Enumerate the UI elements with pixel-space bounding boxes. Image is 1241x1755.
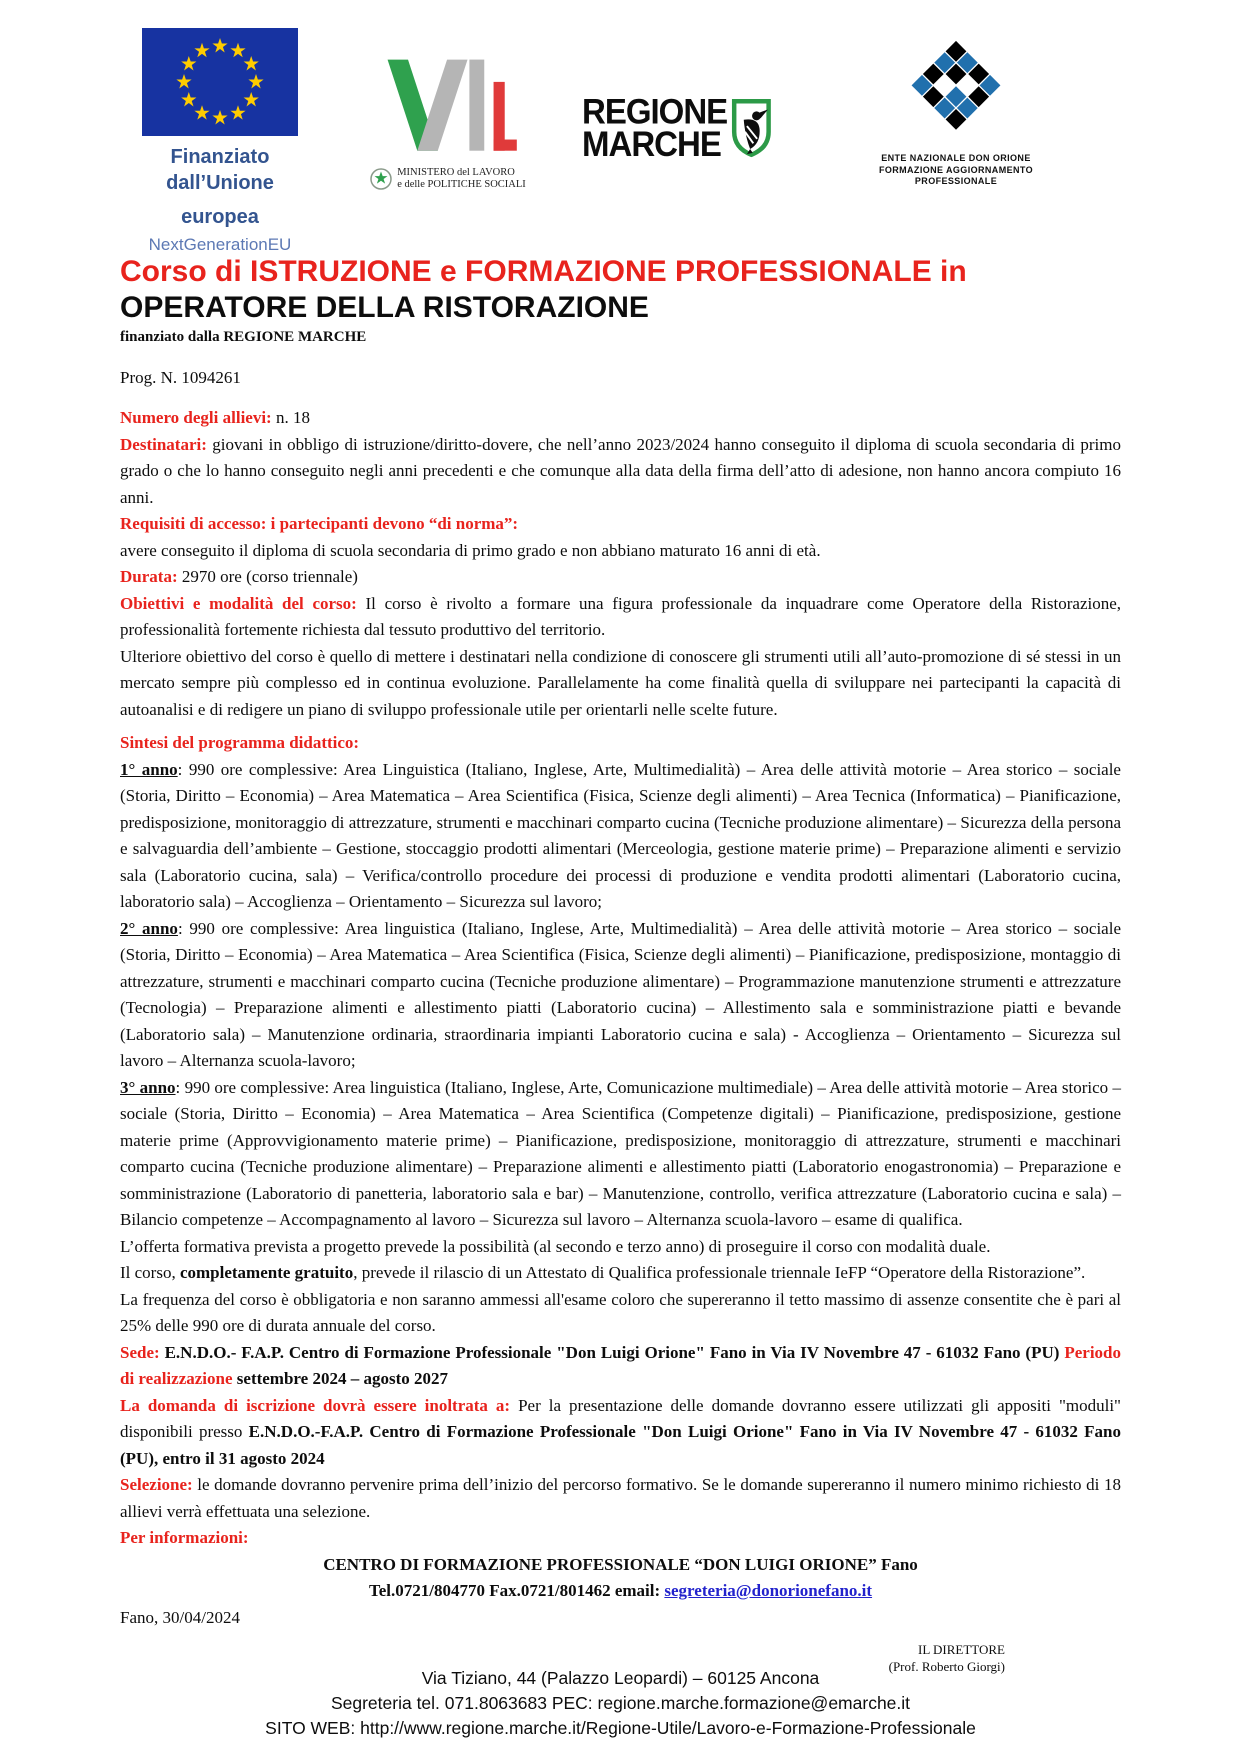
regione-marche-text-line2: MARCHE (582, 123, 721, 164)
text-run: avere conseguito il diploma di scuola secondaria di primo grado e non abbiano maturato 16 anni di età. (120, 540, 821, 560)
paragraph (120, 916, 1121, 1075)
text-run: Obiettivi e modalità del corso: (120, 593, 357, 613)
text-run: 2970 ore (corso triennale) (177, 567, 358, 586)
paragraph (120, 1525, 1121, 1552)
ministero-caption-line2: e delle POLITICHE SOCIALI (397, 179, 526, 190)
footer-website: SITO WEB: http://www.regione.marche.it/Regione-Utile/Lavoro-e-Formazione-Professionale (265, 1718, 976, 1738)
paragraph (120, 1552, 1121, 1579)
paragraph (120, 757, 1121, 916)
logo-header (120, 28, 1121, 254)
eu-caption-line1: Finanziato dall’Unione (166, 146, 274, 194)
text-run: giovani in obbligo di istruzione/diritto-dovere, che nell’anno 2023/2024 hanno conseguito il diploma di scuola secondaria di primo grado o che lo hanno conseguito negli anni precedenti e che comunque alla data della firma dell’atto di adesione, non hanno ancora compiuto 16 anni. (120, 434, 1121, 507)
eu-flag-icon (142, 28, 298, 136)
regione-marche-text-line1: REGIONE (582, 91, 728, 132)
text-run: Il corso è rivolto a formare una figura professionale da inquadrare come Operatore della Ristorazione, professionalità fortemente richiesta dal tessuto produttivo del territorio. (120, 593, 1122, 639)
text-run: La frequenza del corso è obbligatoria e non saranno ammessi all'esame coloro che supereranno il tetto massimo di assenze consentite che è pari al 25% delle 990 ore di durata annuale del corso. (120, 1289, 1121, 1335)
signature-name: (Prof. Roberto Giorgi) (888, 1659, 1005, 1674)
text-run: Sede: (120, 1342, 160, 1362)
paragraph (120, 1340, 1121, 1393)
paragraph (120, 644, 1121, 724)
email-link[interactable]: segreteria@donorionefano.it (664, 1581, 873, 1600)
course-title-line2: OPERATORE DELLA RISTORAZIONE (120, 291, 649, 324)
paragraph (120, 1605, 1121, 1632)
signature-role: IL DIRETTORE (917, 1642, 1005, 1657)
text-run: Durata: (120, 567, 178, 586)
text-run: La domanda di iscrizione dovrà essere inoltrata a: (120, 1395, 511, 1415)
paragraph (120, 432, 1121, 512)
text-run: , prevede il rilascio di un Attestato di Qualifica professionale triennale IeFP “Operatore della Ristorazione”. (353, 1263, 1086, 1282)
text-run: 3° anno (120, 1077, 176, 1097)
paragraph (120, 1260, 1121, 1287)
document-body (120, 405, 1121, 1631)
paragraph (120, 511, 1121, 538)
eu-caption-line3: NextGenerationEU (148, 235, 292, 254)
don-orione-caption-line1: ENTE NAZIONALE DON ORIONE (881, 153, 1031, 163)
ministero-caption-line1: MINISTERO del LAVORO (397, 167, 515, 178)
text-run: 2° anno (120, 918, 178, 938)
text-run: E.N.D.O.-F.A.P. Centro di Formazione Professionale "Don Luigi Orione" Fano in Via IV Novembre 47 - 61032 Fano (PU), entro il 31 agosto 2024 (120, 1422, 1121, 1468)
text-run: : 990 ore complessive: Area linguistica (Italiano, Inglese, Arte, Multimedialità) – Area delle attività motorie – Area storico – sociale (Storia, Diritto – Economia) – Area Matematica – Area Scientifica (Fisica, Scienze degli alimenti) – Pianificazione, predisposizione, montaggio di attrezzature, strumenti e macchinari comparto cucina (Tecniche produzione alimentare) – Programmazione manutenzione strumenti e attrezzature (Tecnologia) – Preparazione alimenti e allestimento piatti (Laboratorio cucina) – Allestimento sala e somministrazione piatti e bevande (Laboratorio sala) – Manutenzione ordinaria, straordinaria impianti Laboratorio cucina e sala) - Accoglienza – Orientamento – Sicurezza sul lavoro – Alternanza scuola-lavoro; (120, 918, 1121, 1070)
text-run: E.N.D.O.- F.A.P. Centro di Formazione Professionale "Don Luigi Orione" Fano in Via IV Novembre 47 - 61032 Fano (PU) (159, 1342, 1065, 1362)
paragraph (120, 1287, 1121, 1340)
text-run: Selezione: (120, 1475, 193, 1494)
text-run: settembre 2024 – agosto 2027 (232, 1369, 448, 1388)
paragraph (120, 1578, 1121, 1605)
paragraph (120, 564, 1121, 591)
paragraph (120, 538, 1121, 565)
paragraph (120, 1234, 1121, 1261)
text-run: Per informazioni: (120, 1528, 249, 1547)
don-orione-logo-icon (904, 36, 1008, 140)
text-run: Il corso, (120, 1263, 180, 1282)
text-run: Requisiti di accesso: i partecipanti devono “di norma”: (120, 514, 519, 533)
paragraph (120, 405, 1121, 432)
eu-funding-block (114, 28, 326, 255)
text-run: : 990 ore complessive: Area linguistica (Italiano, Inglese, Arte, Comunicazione multimediale) – Area delle attività motorie – Area storico – sociale (Storia, Diritto – Economia) – Area Matematica – Area Scientifica (Competenze digitali) – Pianificazione, predisposizione, gestione materie prime (Approvvigionamento materie prime) – Pianificazione, predisposizione, monitoraggio di attrezzature, strumenti e macchinari comparto cucina (Tecniche produzione alimentare) – Preparazione alimenti e allestimento piatti (Laboratorio enogastronomia) – Preparazione e somministrazione (Laboratorio di panetteria, laboratorio sala e bar) – Manutenzione, controllo, verifica attrezzature (Laboratorio cucina e sala) – Bilancio competenze – Accompagnamento al lavoro – Sicurezza sul lavoro – Alternanza scuola-lavoro – esame di qualifica. (120, 1077, 1121, 1229)
text-run: L’offerta formativa prevista a progetto prevede la possibilità (al secondo e terzo anno) di proseguire il corso con modalità duale. (120, 1236, 991, 1256)
footer-contacts: Segreteria tel. 071.8063683 PEC: regione.marche.formazione@emarche.it (330, 1693, 911, 1713)
footer-address: Via Tiziano, 44 (Palazzo Leopardi) – 60125 Ancona (421, 1668, 820, 1688)
don-orione-caption-line2: FORMAZIONE AGGIORNAMENTO (878, 164, 1034, 175)
page-footer (0, 1666, 1241, 1741)
ministero-lavoro-block (368, 54, 528, 191)
regione-marche-block (582, 86, 772, 170)
text-run: le domande dovranno pervenire prima dell’inizio del percorso formativo. Se le domande supereranno il numero minimo richiesto di 18 allievi verrà effettuata una selezione. (120, 1475, 1121, 1521)
paragraph (120, 591, 1121, 644)
text-run: Sintesi del programma didattico: (120, 733, 360, 752)
don-orione-block (856, 36, 1056, 188)
paragraph (120, 1393, 1121, 1473)
text-run: Tel.0721/804770 Fax.0721/801462 email: (368, 1581, 665, 1600)
text-run: Numero degli allievi: (120, 408, 272, 427)
ministero-lavoro-logo-icon (378, 54, 518, 160)
eu-caption-line2: europea (181, 206, 259, 228)
text-run: : 990 ore complessive: Area Linguistica (Italiano, Inglese, Arte, Multimedialità) – Area delle attività motorie – Area storico – sociale (Storia, Diritto – Economia) – Area Matematica – Area Scientifica (Fisica, Scienze degli alimenti) – Area Tecnica (Informatica) – Pianificazione, predisposizione, monitoraggio di attrezzature, strumenti e macchinari comparto cucina (Tecniche produzione alimentare) – Sicurezza della persona e salvaguardia dell’ambiente – Gestione, stoccaggio prodotti alimentari (Merceologia, gestione materie prime) – Preparazione alimenti e servizio sala (Laboratorio cucina, sala) – Verifica/controllo procedure dei processi di produzione e vendita prodotti alimentari (Laboratorio cucina, laboratorio sala) – Accoglienza – Orientamento – Sicurezza sul lavoro; (120, 759, 1121, 911)
text-run: Fano, 30/04/2024 (120, 1607, 240, 1627)
text-run: Per la presentazione delle domande dovranno essere utilizzati gli appositi "moduli" disponibili presso (120, 1395, 1121, 1441)
don-orione-caption-line3: PROFESSIONALE (914, 176, 998, 186)
text-run: n. 18 (271, 408, 310, 427)
text-run: Periodo di realizzazione (120, 1342, 1121, 1388)
italy-emblem-icon (370, 168, 392, 190)
regione-marche-shield-icon (731, 86, 772, 170)
text-run: Destinatari: (120, 434, 207, 454)
paragraph (120, 1472, 1121, 1525)
paragraph (120, 1075, 1121, 1234)
text-run: 1° anno (120, 759, 178, 779)
financed-by-line: finanziato dalla REGIONE MARCHE (120, 329, 367, 345)
course-title-line1: Corso di ISTRUZIONE e FORMAZIONE PROFESSIONALE in (120, 255, 967, 288)
text-run: CENTRO DI FORMAZIONE PROFESSIONALE “DON LUIGI ORIONE” Fano (323, 1554, 918, 1574)
text-run: completamente gratuito (179, 1263, 354, 1282)
text-run: Ulteriore obiettivo del corso è quello di mettere i destinatari nella condizione di conoscere gli strumenti utili all’auto-promozione di sé stessi in un mercato sempre più complesso ed in continua evoluzione. Parallelamente ha come finalità quella di sviluppare nei partecipanti la capacità di autoanalisi e di redigere un piano di sviluppo professionale utile per orientarli nelle scelte future. (120, 646, 1121, 719)
prog-number: Prog. N. 1094261 (120, 368, 241, 387)
paragraph (120, 730, 1121, 757)
